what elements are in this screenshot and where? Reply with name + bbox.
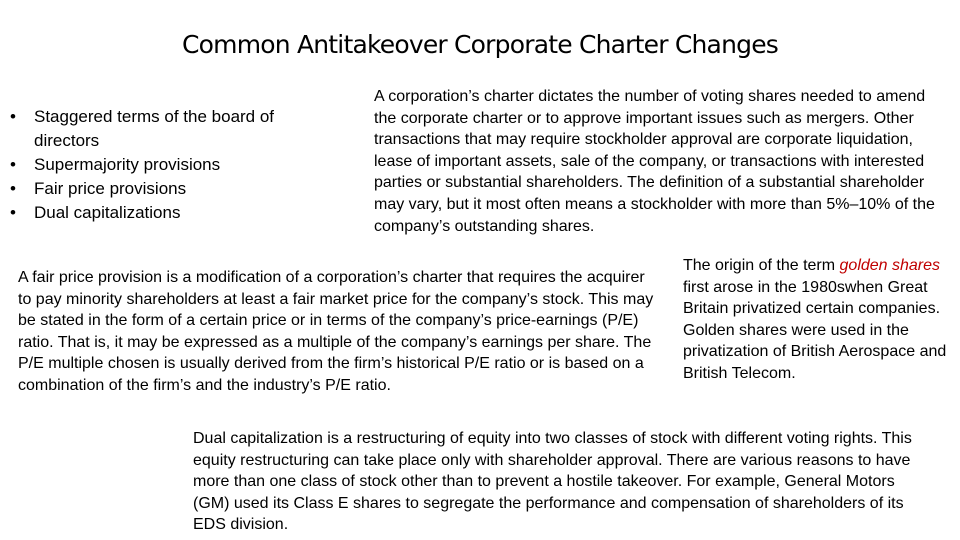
golden-shares-term: golden shares bbox=[839, 257, 941, 274]
bullet-item: • Supermajority provisions bbox=[6, 153, 336, 177]
charter-paragraph: A corporation’s charter dictates the number of voting shares needed to amend the corporate charter or to approve important issues such as mergers. Other transactions that may require stockholder approval are corporate liquidation, lease of important assets, sale of the company, or transactions with interested parties or substantial shareholders. The definition of a substantial shareholder may vary, but it most often means a stockholder with more than 5%–10% of the company’s outstanding shares. bbox=[374, 88, 935, 235]
golden-shares-note bbox=[683, 255, 953, 385]
golden-note-text-before: The origin of the term bbox=[683, 257, 840, 274]
fair-price-paragraph: A fair price provision is a modification of a corporation’s charter that requires the acquirer to pay minority shareholders at least a fair market price for the company’s stock. This may be stated in the form of a certain price or in terms of the company’s price-earnings (P/E) ratio. That is, it may be expressed as a multiple of the company’s earnings per share. The P/E multiple chosen is usually derived from the firm’s historical P/E ratio or is based on a combination of the firm’s and the industry’s P/E ratio. bbox=[18, 269, 654, 394]
bullet-list bbox=[6, 105, 336, 225]
golden-note-text-after: first arose in the 1980swhen Great Britain privatized certain companies. Golden shares were used in the privatization of British Aerospace and British Telecom. bbox=[683, 278, 947, 382]
bullet-item: • Dual capitalizations bbox=[6, 201, 336, 225]
bullet-item: • Staggered terms of the board of directors bbox=[6, 105, 336, 153]
bullet-item: • Fair price provisions bbox=[6, 177, 336, 201]
slide-title: Common Antitakeover Corporate Charter Changes bbox=[182, 30, 778, 59]
dual-capitalization-paragraph: Dual capitalization is a restructuring of equity into two classes of stock with different voting rights. This equity restructuring can take place only with shareholder approval. There are various reasons to have more than one class of stock other than to prevent a hostile takeover. For example, General Motors (GM) used its Class E shares to segregate the performance and compensation of shareholders of its EDS division. bbox=[193, 430, 912, 534]
